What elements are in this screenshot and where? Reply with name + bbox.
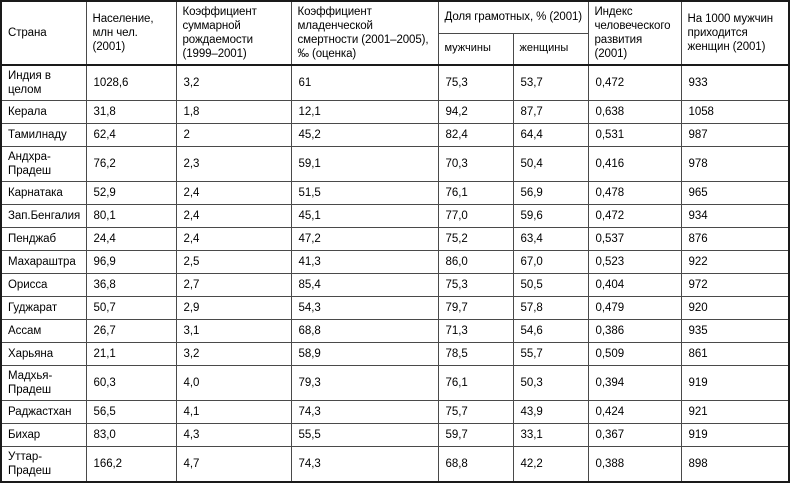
cell-literacy_female: 54,6	[513, 320, 588, 343]
cell-literacy_female: 50,3	[513, 366, 588, 401]
cell-literacy_female: 57,8	[513, 297, 588, 320]
cell-fertility: 4,7	[176, 447, 291, 483]
cell-infant_mortality: 58,9	[291, 343, 438, 366]
cell-population: 80,1	[86, 205, 176, 228]
cell-infant_mortality: 74,3	[291, 447, 438, 483]
cell-infant_mortality: 45,1	[291, 205, 438, 228]
table-row	[1, 182, 789, 205]
cell-sex_ratio: 919	[681, 366, 789, 401]
cell-population: 56,5	[86, 401, 176, 424]
cell-literacy_male: 94,2	[438, 101, 513, 124]
table-row	[1, 320, 789, 343]
table-row	[1, 147, 789, 182]
cell-state-name: Раджастхан	[1, 401, 86, 424]
cell-literacy_male: 59,7	[438, 424, 513, 447]
cell-state-name: Пенджаб	[1, 228, 86, 251]
cell-fertility: 2,4	[176, 182, 291, 205]
table-row	[1, 424, 789, 447]
cell-fertility: 2,5	[176, 251, 291, 274]
column-header-fertility: Коэффициент суммарной рождаемости (1999–2001)	[176, 1, 291, 65]
header-row-primary	[1, 1, 789, 33]
cell-population: 50,7	[86, 297, 176, 320]
cell-hdi: 0,394	[588, 366, 681, 401]
cell-population: 26,7	[86, 320, 176, 343]
cell-state-name: Бихар	[1, 424, 86, 447]
cell-literacy_male: 71,3	[438, 320, 513, 343]
cell-sex_ratio: 898	[681, 447, 789, 483]
cell-population: 83,0	[86, 424, 176, 447]
cell-state-name: Махараштра	[1, 251, 86, 274]
column-header-hdi: Индекс человеческого развития (2001)	[588, 1, 681, 65]
table-row	[1, 343, 789, 366]
cell-infant_mortality: 41,3	[291, 251, 438, 274]
cell-hdi: 0,531	[588, 124, 681, 147]
cell-literacy_female: 56,9	[513, 182, 588, 205]
cell-sex_ratio: 965	[681, 182, 789, 205]
cell-hdi: 0,509	[588, 343, 681, 366]
cell-infant_mortality: 47,2	[291, 228, 438, 251]
cell-fertility: 3,2	[176, 343, 291, 366]
cell-fertility: 3,2	[176, 65, 291, 101]
cell-literacy_male: 70,3	[438, 147, 513, 182]
cell-sex_ratio: 933	[681, 65, 789, 101]
cell-population: 62,4	[86, 124, 176, 147]
cell-infant_mortality: 85,4	[291, 274, 438, 297]
cell-population: 24,4	[86, 228, 176, 251]
cell-infant_mortality: 74,3	[291, 401, 438, 424]
cell-literacy_male: 86,0	[438, 251, 513, 274]
cell-literacy_female: 63,4	[513, 228, 588, 251]
cell-fertility: 2,7	[176, 274, 291, 297]
cell-population: 36,8	[86, 274, 176, 297]
table-row	[1, 274, 789, 297]
cell-infant_mortality: 51,5	[291, 182, 438, 205]
cell-literacy_male: 75,3	[438, 274, 513, 297]
cell-hdi: 0,479	[588, 297, 681, 320]
cell-population: 52,9	[86, 182, 176, 205]
table-row	[1, 101, 789, 124]
cell-sex_ratio: 920	[681, 297, 789, 320]
cell-literacy_male: 75,3	[438, 65, 513, 101]
cell-literacy_male: 79,7	[438, 297, 513, 320]
cell-infant_mortality: 55,5	[291, 424, 438, 447]
cell-fertility: 2,4	[176, 228, 291, 251]
cell-fertility: 2,3	[176, 147, 291, 182]
cell-literacy_male: 82,4	[438, 124, 513, 147]
cell-infant_mortality: 54,3	[291, 297, 438, 320]
cell-state-name: Харьяна	[1, 343, 86, 366]
column-header-literacy-group: Доля грамотных, % (2001)	[438, 1, 588, 33]
cell-sex_ratio: 935	[681, 320, 789, 343]
cell-literacy_female: 50,5	[513, 274, 588, 297]
cell-population: 1028,6	[86, 65, 176, 101]
table-header	[1, 1, 789, 65]
cell-hdi: 0,472	[588, 65, 681, 101]
cell-hdi: 0,638	[588, 101, 681, 124]
cell-hdi: 0,424	[588, 401, 681, 424]
column-header-population: Население, млн чел. (2001)	[86, 1, 176, 65]
cell-infant_mortality: 45,2	[291, 124, 438, 147]
cell-literacy_male: 75,2	[438, 228, 513, 251]
cell-literacy_male: 75,7	[438, 401, 513, 424]
cell-infant_mortality: 79,3	[291, 366, 438, 401]
column-header-state: Страна	[1, 1, 86, 65]
cell-population: 31,8	[86, 101, 176, 124]
cell-sex_ratio: 987	[681, 124, 789, 147]
table-row	[1, 65, 789, 101]
cell-state-name: Керала	[1, 101, 86, 124]
table-row	[1, 251, 789, 274]
cell-infant_mortality: 12,1	[291, 101, 438, 124]
cell-fertility: 2,9	[176, 297, 291, 320]
cell-population: 166,2	[86, 447, 176, 483]
cell-literacy_female: 87,7	[513, 101, 588, 124]
cell-hdi: 0,537	[588, 228, 681, 251]
cell-fertility: 3,1	[176, 320, 291, 343]
cell-sex_ratio: 861	[681, 343, 789, 366]
column-header-sex-ratio: На 1000 мужчин приходится женщин (2001)	[681, 1, 789, 65]
cell-literacy_female: 43,9	[513, 401, 588, 424]
table-row	[1, 228, 789, 251]
cell-state-name: Ассам	[1, 320, 86, 343]
cell-state-name: Андхра-Прадеш	[1, 147, 86, 182]
cell-hdi: 0,416	[588, 147, 681, 182]
cell-hdi: 0,388	[588, 447, 681, 483]
cell-sex_ratio: 934	[681, 205, 789, 228]
cell-hdi: 0,472	[588, 205, 681, 228]
cell-literacy_female: 50,4	[513, 147, 588, 182]
table-body	[1, 65, 789, 482]
table-row	[1, 205, 789, 228]
cell-state-name: Орисса	[1, 274, 86, 297]
cell-literacy_male: 77,0	[438, 205, 513, 228]
cell-population: 21,1	[86, 343, 176, 366]
table-row	[1, 366, 789, 401]
cell-state-name: Уттар-Прадеш	[1, 447, 86, 483]
cell-state-name: Тамилнаду	[1, 124, 86, 147]
cell-sex_ratio: 1058	[681, 101, 789, 124]
cell-sex_ratio: 922	[681, 251, 789, 274]
cell-state-name: Карнатака	[1, 182, 86, 205]
cell-hdi: 0,404	[588, 274, 681, 297]
cell-sex_ratio: 919	[681, 424, 789, 447]
cell-sex_ratio: 972	[681, 274, 789, 297]
cell-population: 60,3	[86, 366, 176, 401]
cell-state-name: Гуджарат	[1, 297, 86, 320]
cell-literacy_female: 55,7	[513, 343, 588, 366]
table-row	[1, 124, 789, 147]
cell-fertility: 4,3	[176, 424, 291, 447]
cell-fertility: 2,4	[176, 205, 291, 228]
cell-literacy_female: 53,7	[513, 65, 588, 101]
cell-hdi: 0,367	[588, 424, 681, 447]
cell-hdi: 0,523	[588, 251, 681, 274]
cell-sex_ratio: 921	[681, 401, 789, 424]
cell-fertility: 4,1	[176, 401, 291, 424]
cell-state-name: Зап.Бенгалия	[1, 205, 86, 228]
cell-literacy_male: 68,8	[438, 447, 513, 483]
cell-state-name: Индия в целом	[1, 65, 86, 101]
cell-literacy_female: 67,0	[513, 251, 588, 274]
cell-fertility: 2	[176, 124, 291, 147]
cell-fertility: 1,8	[176, 101, 291, 124]
cell-literacy_male: 76,1	[438, 182, 513, 205]
table-row	[1, 297, 789, 320]
cell-infant_mortality: 59,1	[291, 147, 438, 182]
column-header-literacy-female: женщины	[513, 33, 588, 65]
cell-infant_mortality: 61	[291, 65, 438, 101]
cell-sex_ratio: 978	[681, 147, 789, 182]
cell-infant_mortality: 68,8	[291, 320, 438, 343]
cell-literacy_male: 78,5	[438, 343, 513, 366]
column-header-infant-mortality: Коэффициент младенческой смертности (2001–2005), ‰ (оценка)	[291, 1, 438, 65]
cell-literacy_female: 33,1	[513, 424, 588, 447]
cell-literacy_female: 64,4	[513, 124, 588, 147]
cell-literacy_male: 76,1	[438, 366, 513, 401]
cell-literacy_female: 59,6	[513, 205, 588, 228]
cell-population: 76,2	[86, 147, 176, 182]
cell-hdi: 0,478	[588, 182, 681, 205]
cell-sex_ratio: 876	[681, 228, 789, 251]
table-row	[1, 447, 789, 483]
cell-literacy_female: 42,2	[513, 447, 588, 483]
cell-population: 96,9	[86, 251, 176, 274]
table-row	[1, 401, 789, 424]
column-header-literacy-male: мужчины	[438, 33, 513, 65]
cell-state-name: Мадхья-Прадеш	[1, 366, 86, 401]
cell-fertility: 4,0	[176, 366, 291, 401]
cell-hdi: 0,386	[588, 320, 681, 343]
